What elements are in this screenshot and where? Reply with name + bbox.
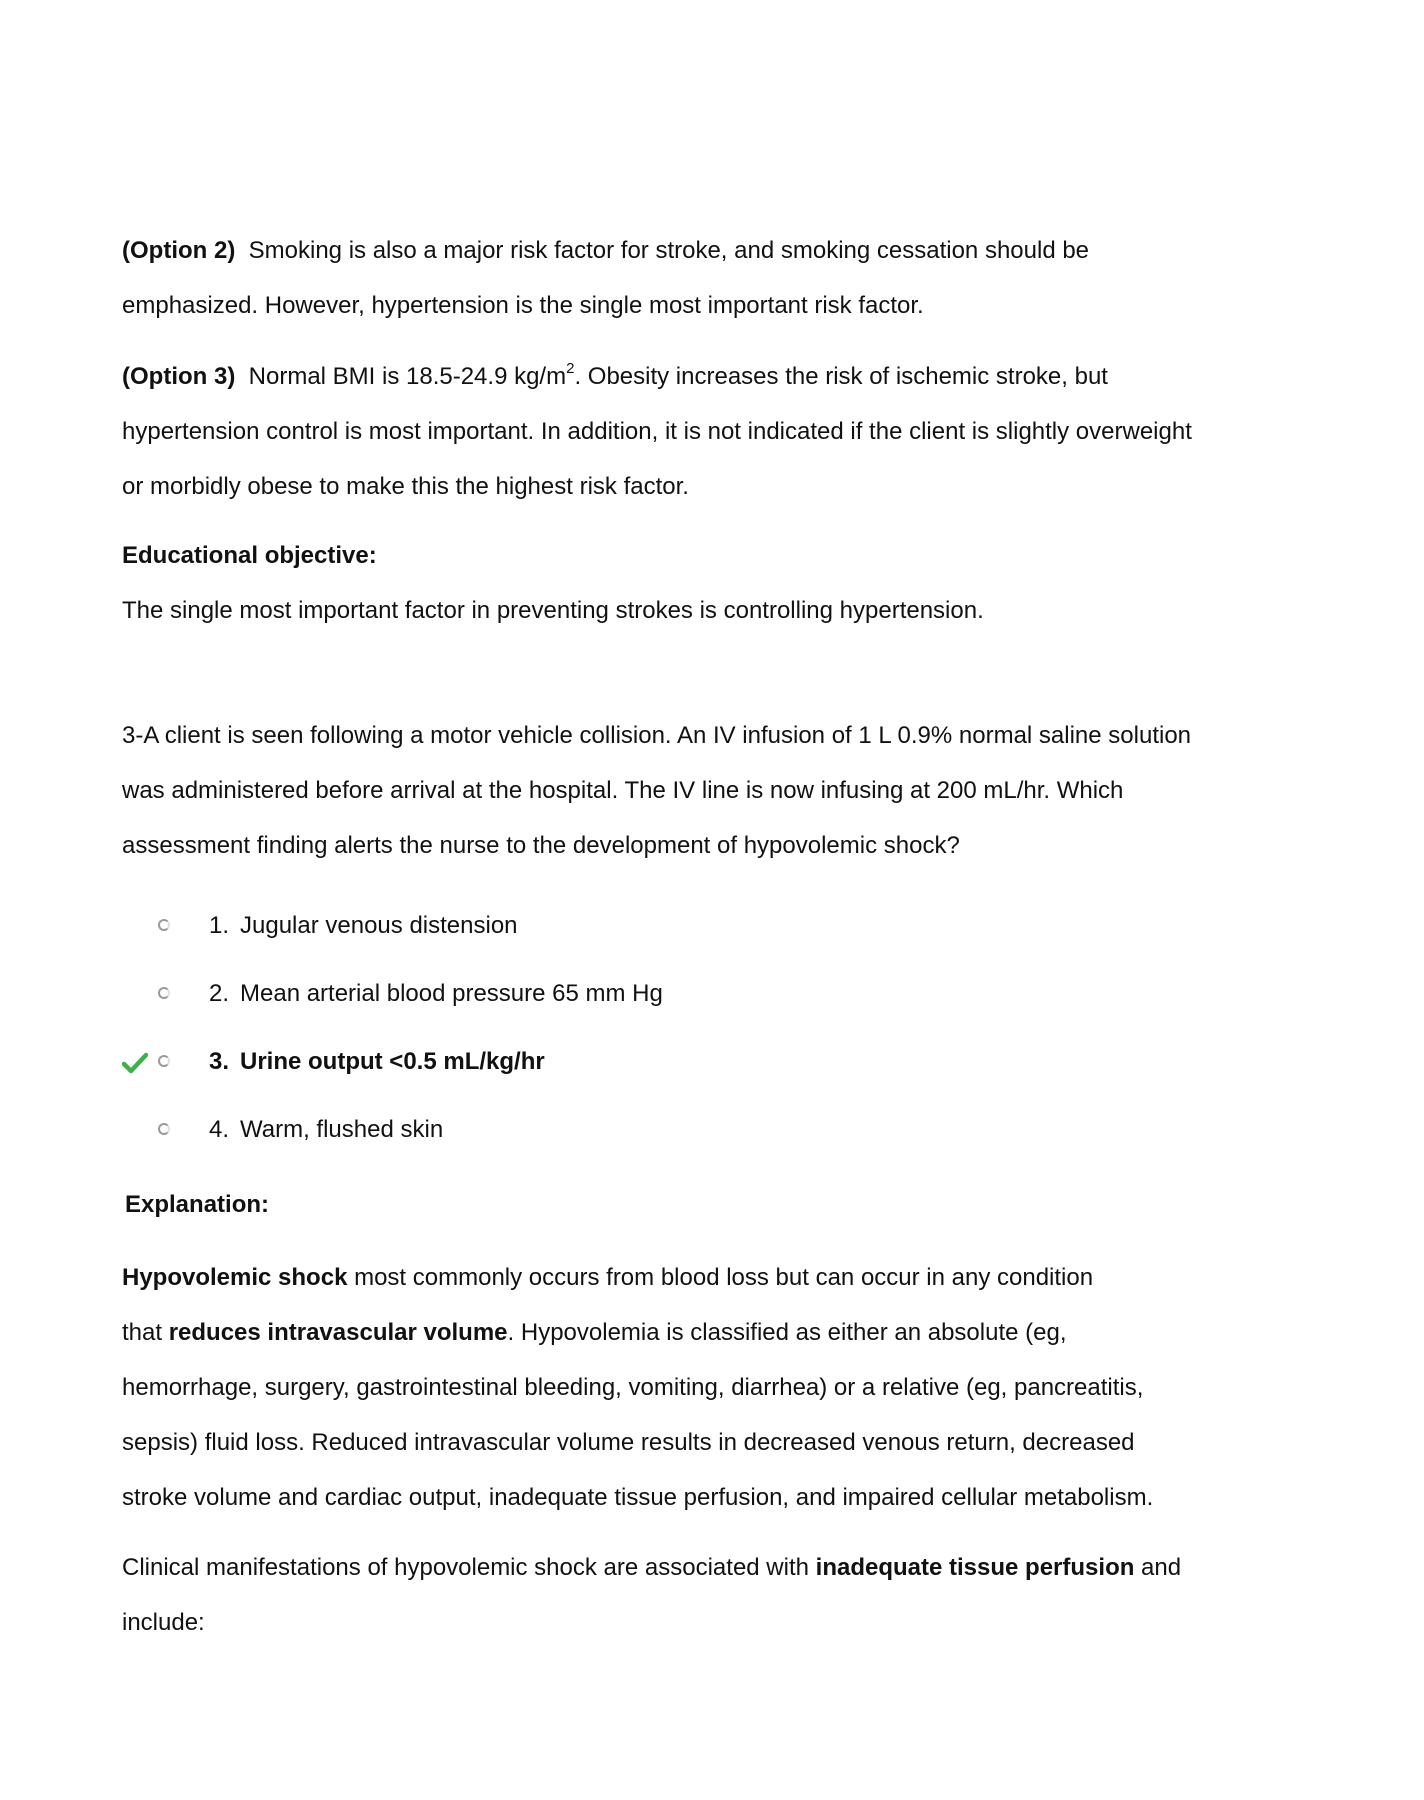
- explanation-heading: Explanation:: [125, 1191, 270, 1218]
- explanation-p1-line5: stroke volume and cardiac output, inadequate tissue perfusion, and impaired cellular metabolism.: [122, 1484, 1154, 1511]
- option2-text-1: Smoking is also a major risk factor for stroke, and smoking cessation should be: [248, 237, 1090, 264]
- radio-button[interactable]: [158, 987, 170, 999]
- explanation-p1-line4: sepsis) fluid loss. Reduced intravascular volume results in decreased venous return, decreased: [122, 1429, 1135, 1456]
- term-reduces-volume: reduces intravascular volume: [168, 1319, 508, 1346]
- objective-heading: Educational objective:: [122, 542, 377, 569]
- question-line2: was administered before arrival at the hospital. The IV line is now infusing at 200 mL/hr. Which: [122, 777, 1124, 804]
- text: and: [1134, 1554, 1182, 1581]
- superscript-two: 2: [566, 360, 575, 377]
- answer-option-2[interactable]: [122, 978, 1022, 1010]
- option2-rationale-line1: [122, 236, 1089, 266]
- option3-text-1a: Normal BMI is 18.5-24.9 kg/m: [248, 363, 567, 390]
- radio-button[interactable]: [158, 919, 170, 931]
- option3-tag: (Option 3): [122, 363, 236, 390]
- explanation-p1-line1: [122, 1263, 1093, 1293]
- answer-option-3[interactable]: [122, 1046, 1022, 1078]
- term-hypovolemic-shock: Hypovolemic shock: [122, 1264, 348, 1291]
- option3-rationale-line2: hypertension control is most important. In addition, it is not indicated if the client is slightly overweight: [122, 418, 1192, 445]
- option-number: 2.: [209, 980, 230, 1007]
- explanation-p1-line3: hemorrhage, surgery, gastrointestinal bleeding, vomiting, diarrhea) or a relative (eg, pancreatitis,: [122, 1374, 1144, 1401]
- answer-option-1[interactable]: [122, 910, 1022, 942]
- option-number: 4.: [209, 1116, 230, 1143]
- text: . Hypovolemia is classified as either an absolute (eg,: [507, 1319, 1067, 1346]
- option-text: Urine output <0.5 mL/kg/hr: [240, 1048, 545, 1075]
- explanation-p2-line2: include:: [122, 1609, 205, 1636]
- radio-button[interactable]: [158, 1123, 170, 1135]
- objective-text: The single most important factor in preventing strokes is controlling hypertension.: [122, 597, 984, 624]
- option-text: Mean arterial blood pressure 65 mm Hg: [240, 980, 663, 1007]
- option-text: Jugular venous distension: [240, 912, 518, 939]
- option-text: Warm, flushed skin: [240, 1116, 444, 1143]
- option-number: 3.: [209, 1048, 230, 1075]
- option3-text-1b: . Obesity increases the risk of ischemic stroke, but: [574, 363, 1108, 390]
- option-number: 1.: [209, 912, 230, 939]
- answer-option-4[interactable]: [122, 1114, 1022, 1146]
- checkmark-icon: [122, 1050, 148, 1076]
- text: Clinical manifestations of hypovolemic shock are associated with: [122, 1554, 816, 1581]
- option2-tag: (Option 2): [122, 237, 236, 264]
- option2-rationale-line2: emphasized. However, hypertension is the single most important risk factor.: [122, 292, 924, 319]
- option3-rationale-line3: or morbidly obese to make this the highest risk factor.: [122, 473, 689, 500]
- term-inadequate-perfusion: inadequate tissue perfusion: [815, 1554, 1135, 1581]
- option3-rationale-line1: [122, 362, 1108, 392]
- text: that: [122, 1319, 169, 1346]
- radio-button[interactable]: [158, 1055, 170, 1067]
- text: most commonly occurs from blood loss but can occur in any condition: [347, 1264, 1094, 1291]
- explanation-p2-line1: [122, 1553, 1181, 1583]
- explanation-p1-line2: [122, 1318, 1066, 1348]
- question-line1: 3-A client is seen following a motor vehicle collision. An IV infusion of 1 L 0.9% normal saline solution: [122, 722, 1192, 749]
- question-line3: assessment finding alerts the nurse to the development of hypovolemic shock?: [122, 832, 960, 859]
